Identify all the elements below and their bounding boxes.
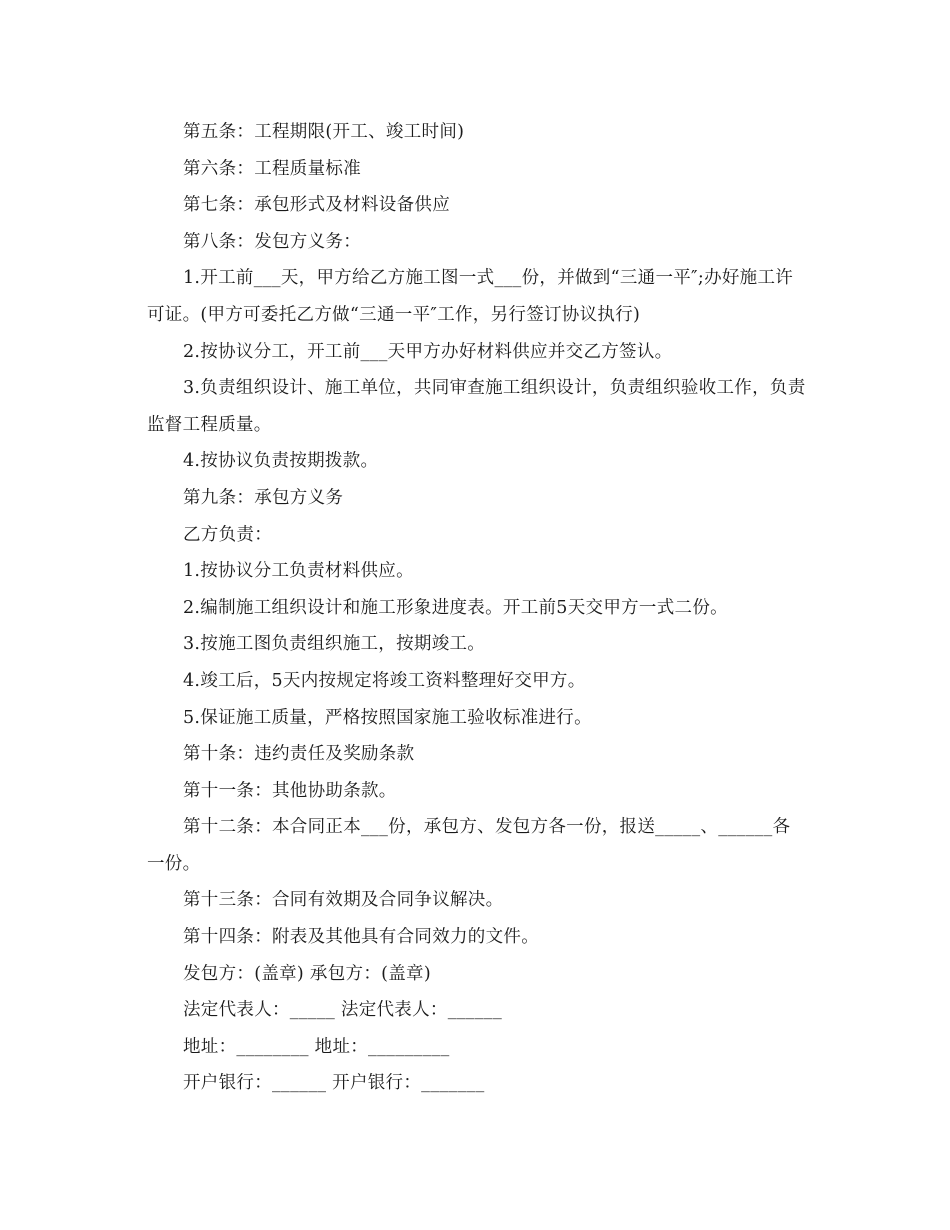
clause-7: 第七条：承包形式及材料设备供应 xyxy=(183,195,450,216)
signature-parties: 发包方：(盖章) 承包方：(盖章) xyxy=(183,963,431,984)
clause-8-item-1: 1.开工前___天，甲方给乙方施工图一式___份，并做到“三通一平″;办好施工许可证。(甲方可委托乙方做“三通一平″工作，另行签订协议执行) xyxy=(147,268,794,325)
clause-14: 第十四条：附表及其他具有合同效力的文件。 xyxy=(183,927,539,948)
clause-9-item-4: 4.竣工后，5天内按规定将竣工资料整理好交甲方。 xyxy=(183,670,586,691)
clause-8-item-3: 3.负责组织设计、施工单位，共同审查施工组织设计，负责组织验收工作，负责监督工程质量。 xyxy=(147,378,806,435)
signature-representatives: 法定代表人：_____ 法定代表人：______ xyxy=(183,1000,503,1021)
clause-11: 第十一条：其他协助条款。 xyxy=(183,780,397,801)
signature-banks: 开户银行：______ 开户银行：_______ xyxy=(183,1073,485,1094)
clause-6: 第六条：工程质量标准 xyxy=(183,158,361,179)
clause-12: 第十二条：本合同正本___份，承包方、发包方各一份，报送_____、______各一份。 xyxy=(147,817,791,874)
clause-8-item-4: 4.按协议负责按期拨款。 xyxy=(183,451,379,472)
clause-13: 第十三条：合同有效期及合同争议解决。 xyxy=(183,890,504,911)
contract-body xyxy=(147,114,807,1102)
clause-9-item-1: 1.按协议分工负责材料供应。 xyxy=(183,561,414,582)
signature-addresses: 地址：________ 地址：_________ xyxy=(183,1036,450,1057)
clause-8-heading: 第八条：发包方义务： xyxy=(183,231,361,252)
clause-9-item-2: 2.编制施工组织设计和施工形象进度表。开工前5天交甲方一式二份。 xyxy=(183,597,728,618)
clause-10: 第十条：违约责任及奖励条款 xyxy=(183,744,415,765)
clause-9-item-3: 3.按施工图负责组织施工，按期竣工。 xyxy=(183,634,486,655)
clause-9-heading: 第九条：承包方义务 xyxy=(183,487,344,508)
clause-5: 第五条：工程期限(开工、竣工时间) xyxy=(183,122,465,142)
clause-8-item-2: 2.按协议分工，开工前___天甲方办好材料供应并交乙方签认。 xyxy=(183,341,673,362)
clause-9-intro: 乙方负责： xyxy=(183,524,272,545)
clause-9-item-5: 5.保证施工质量，严格按照国家施工验收标准进行。 xyxy=(183,707,592,728)
